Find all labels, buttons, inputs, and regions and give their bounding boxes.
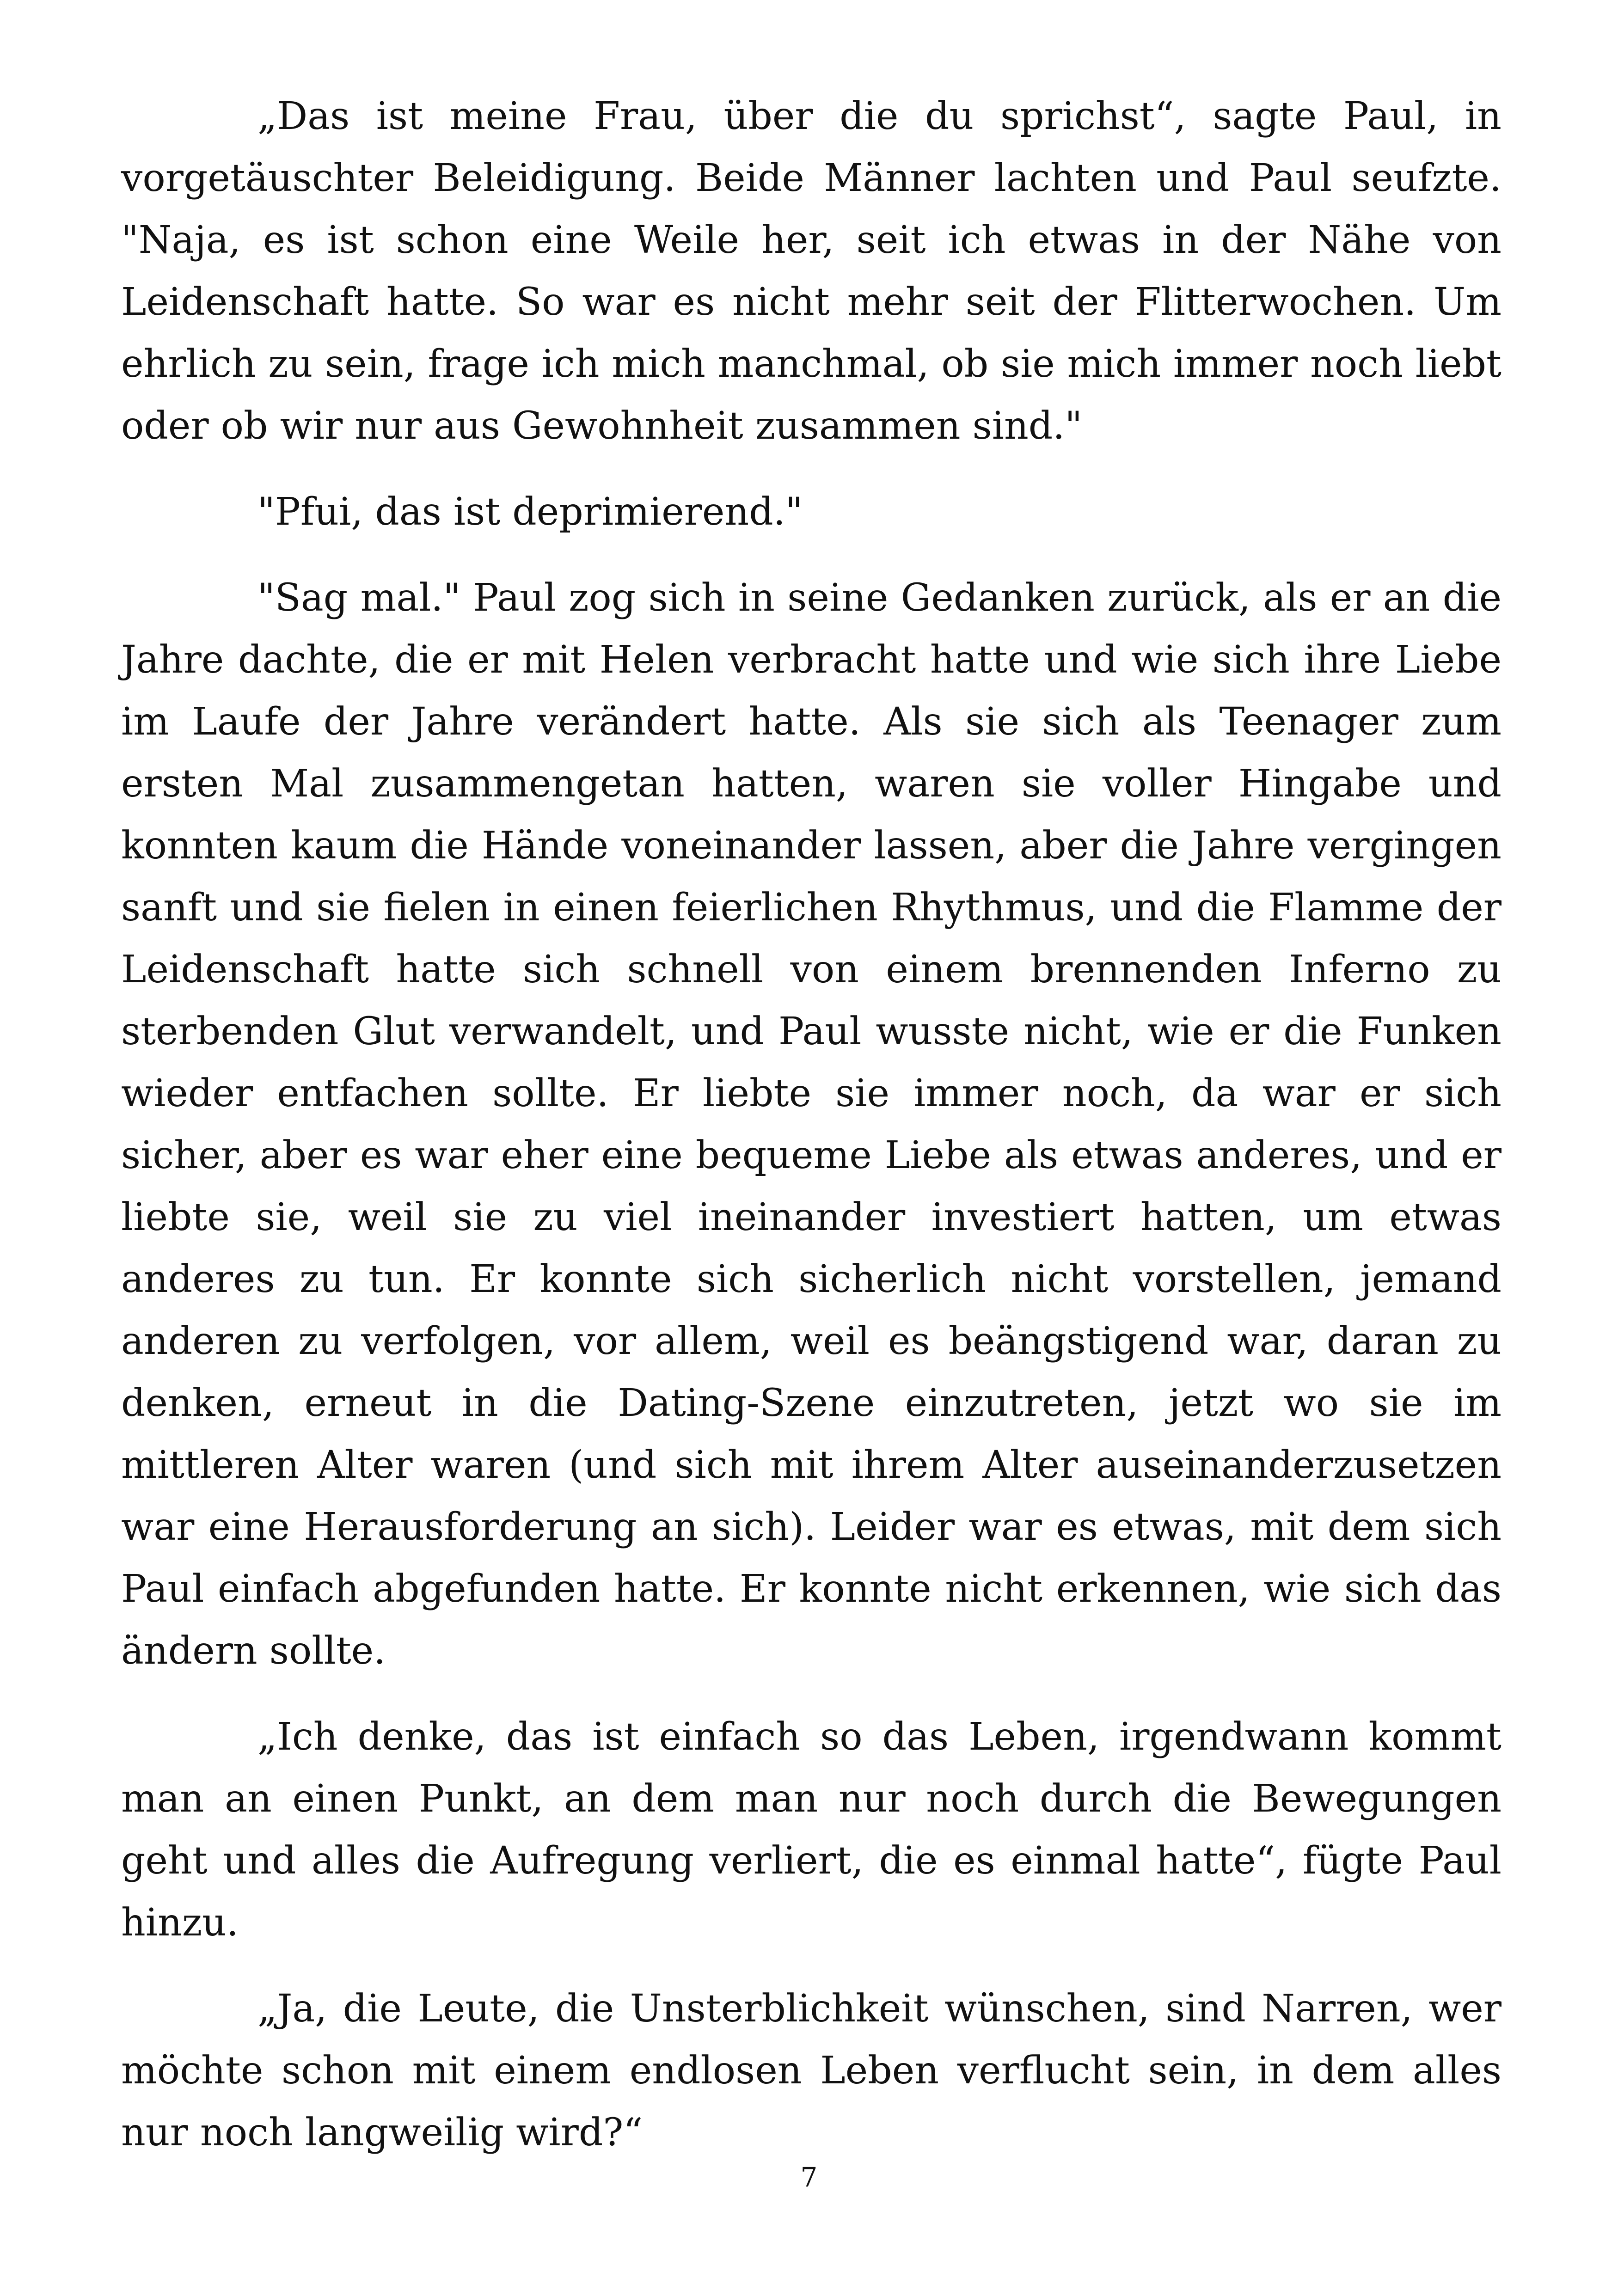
page-number: 7: [800, 2161, 818, 2193]
paragraph-3: "Sag mal." Paul zog sich in seine Gedanken zurück, als er an die Jahre dachte, die er mit Helen verbracht hatte und wie sich ihre Liebe im Laufe der Jahre verändert hatte. Als sie sich als Teenager zum ersten Mal zusammengetan hatten, waren sie voller Hingabe und konnten kaum die Hände voneinander lassen, aber die Jahre vergingen sanft und sie fielen in einen feierlichen Rhythmus, und die Flamme der Leidenschaft hatte sich schnell von einem brennenden Inferno zu sterbenden Glut verwandelt, und Paul wusste nicht, wie er die Funken wieder entfachen sollte. Er liebte sie immer noch, da war er sich sicher, aber es war eher eine bequeme Liebe als etwas anderes, und er liebte sie, weil sie zu viel ineinander investiert hatten, um etwas anderes zu tun. Er konnte sich sicherlich nicht vorstellen, jemand anderen zu verfolgen, vor allem, weil es beängstigend war, daran zu denken, erneut in die Dating-Szene einzutreten, jetzt wo sie im mittleren Alter waren (und sich mit ihrem Alter auseinanderzusetzen war eine Herausforderung an sich). Leider war es etwas, mit dem sich Paul einfach abgefunden hatte. Er konnte nicht erkennen, wie sich das ändern sollte.: [121, 576, 1502, 1673]
paragraph-2: "Pfui, das ist deprimierend.": [257, 490, 803, 534]
paragraph-1: „Das ist meine Frau, über die du sprichst“, sagte Paul, in vorgetäuschter Beleidigung. Beide Männer lachten und Paul seufzte. "Naja, es ist schon eine Weile her, seit ich etwas in der Nähe von Leidenschaft hatte. So war es nicht mehr seit der Flitterwochen. Um ehrlich zu sein, frage ich mich manchmal, ob sie mich immer noch liebt oder ob wir nur aus Gewohnheit zusammen sind.": [121, 94, 1502, 448]
paragraph-5: „Ja, die Leute, die Unsterblichkeit wünschen, sind Narren, wer möchte schon mit einem endlosen Leben verflucht sein, in dem alles nur noch langweilig wird?“: [121, 1987, 1502, 2155]
paragraph-4: „Ich denke, das ist einfach so das Leben, irgendwann kommt man an einen Punkt, an dem man nur noch durch die Bewegungen geht und alles die Aufregung verliert, die es einmal hatte“, fügte Paul hinzu.: [121, 1715, 1502, 1945]
document-page: [121, 86, 1502, 2258]
